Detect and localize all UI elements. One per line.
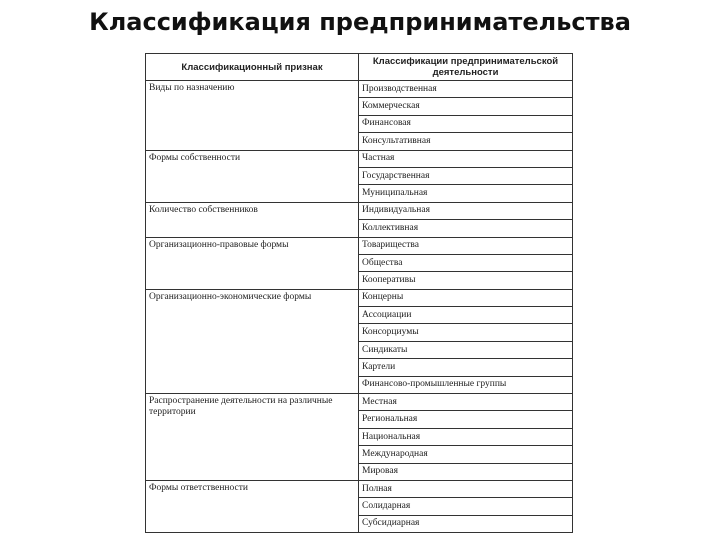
classification-cell: Финансовая: [359, 115, 573, 132]
classification-cell: Синдикаты: [359, 341, 573, 358]
category-cell: Количество собственников: [146, 202, 359, 237]
header-classification-types: Классификации предпринимательской деятельности: [359, 54, 573, 81]
classification-cell: Муниципальная: [359, 185, 573, 202]
classification-cell: Картели: [359, 359, 573, 376]
category-cell: Формы ответственности: [146, 480, 359, 532]
table-row: [146, 480, 573, 497]
classification-cell: Субсидиарная: [359, 515, 573, 532]
classification-cell: Товарищества: [359, 237, 573, 254]
classification-cell: Международная: [359, 446, 573, 463]
category-cell: Распространение деятельности на различные территории: [146, 394, 359, 481]
table-row: [146, 289, 573, 306]
classification-cell: Индивидуальная: [359, 202, 573, 219]
classification-cell: Кооперативы: [359, 272, 573, 289]
table-row: [146, 81, 573, 98]
classification-cell: Коммерческая: [359, 98, 573, 115]
category-cell: Формы собственности: [146, 150, 359, 202]
classification-cell: Региональная: [359, 411, 573, 428]
classification-cell: Частная: [359, 150, 573, 167]
classification-table-container: [145, 53, 572, 533]
table-row: [146, 202, 573, 219]
classification-cell: Мировая: [359, 463, 573, 480]
table-row: [146, 150, 573, 167]
table-header-row: [146, 54, 573, 81]
table-row: [146, 237, 573, 254]
classification-cell: Ассоциации: [359, 307, 573, 324]
page-title: Классификация предпринимательства: [89, 8, 631, 36]
table-body: [146, 81, 573, 533]
table-row: [146, 394, 573, 411]
classification-cell: Местная: [359, 394, 573, 411]
classification-cell: Солидарная: [359, 498, 573, 515]
classification-table: [145, 53, 573, 533]
classification-cell: Коллективная: [359, 220, 573, 237]
category-cell: Виды по назначению: [146, 81, 359, 151]
classification-cell: Государственная: [359, 167, 573, 184]
classification-cell: Производственная: [359, 81, 573, 98]
classification-cell: Национальная: [359, 428, 573, 445]
classification-cell: Концерны: [359, 289, 573, 306]
classification-cell: Консультативная: [359, 133, 573, 150]
classification-cell: Финансово-промышленные группы: [359, 376, 573, 393]
header-classification-feature: Классификационный признак: [146, 54, 359, 81]
classification-cell: Общества: [359, 254, 573, 271]
classification-cell: Полная: [359, 480, 573, 497]
category-cell: Организационно-правовые формы: [146, 237, 359, 289]
category-cell: Организационно-экономические формы: [146, 289, 359, 393]
classification-cell: Консорциумы: [359, 324, 573, 341]
